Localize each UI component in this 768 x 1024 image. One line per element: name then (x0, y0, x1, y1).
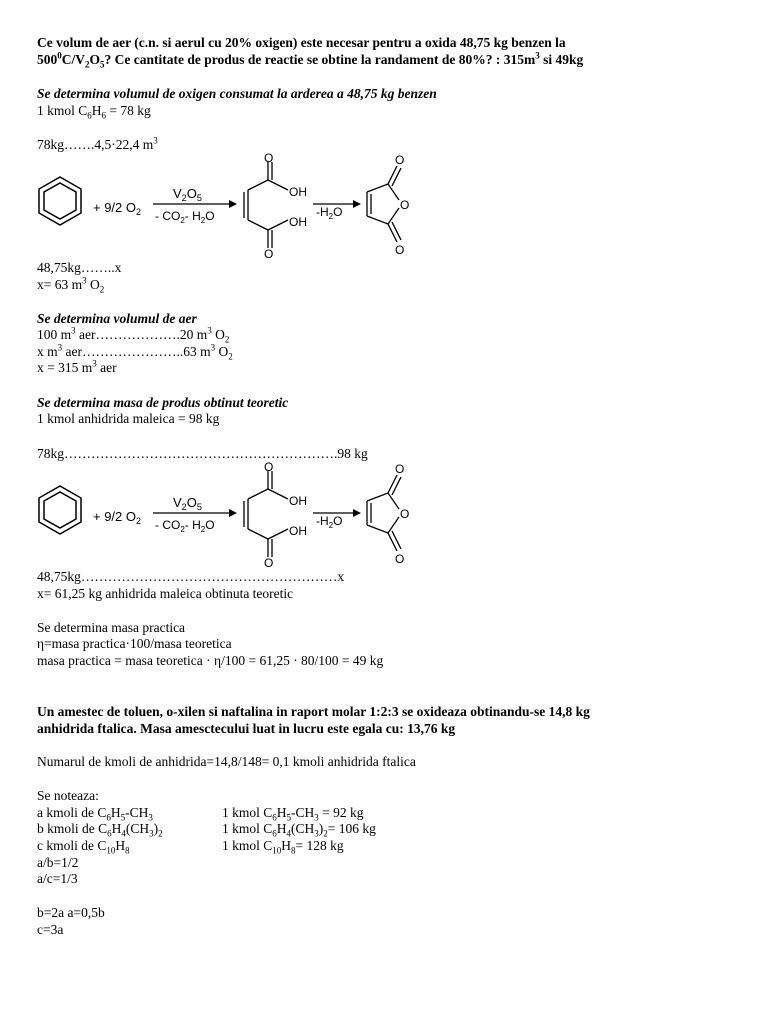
theoretical-mass-result: x= 61,25 kg anhidrida maleica obtinuta teoretic (37, 586, 294, 601)
notation-xylene: b kmoli de $C_6H_4(CH_3)_2$ (37, 821, 163, 839)
proportion-line-2: 48,75kg……..x (37, 260, 122, 275)
dehydration-label: $-H_2O$ (316, 205, 343, 221)
maleic-acid-structure (244, 162, 288, 248)
notation-naphthalene: c kmoli de $C_{10}H_8$ (37, 838, 130, 856)
catalyst-label: $V_2O_5$ (173, 495, 202, 512)
maleic-anhydride-structure (367, 166, 401, 242)
heading-theoretical-mass: Se determina masa de produs obtinut teoretic (37, 395, 289, 410)
ring-oxygen-label: O (400, 507, 410, 521)
oxygen-label: O (264, 247, 274, 261)
dehydration-label: $-H_2O$ (316, 514, 343, 530)
catalyst-label: $V_2O_5$ (173, 186, 202, 203)
benzene-ring-icon (39, 177, 81, 225)
maleic-anhydride-molar-mass: 1 kmol anhidrida maleica = 98 kg (37, 411, 220, 426)
practical-mass-heading: Se determina masa practica (37, 620, 186, 635)
hydroxyl-label: OH (289, 494, 307, 508)
oxygen-label: O (395, 243, 405, 257)
byproduct-label: - $CO_2-$ $H_2O$ (155, 518, 215, 534)
heading-oxygen-volume: Se determina volumul de oxigen consumat la arderea a 48,75 kg benzen (37, 86, 437, 101)
byproduct-label: - $CO_2-$ $H_2O$ (155, 209, 215, 225)
problem1-question-line1: Ce volum de aer (c.n. si aerul cu 20% oxigen) este necesar pentru a oxida 48,75 kg benzen la (37, 35, 566, 50)
oxygen-label: O (395, 462, 405, 476)
proportion-line-1: 78kg…….4,5·22,4 $m^3$ (37, 135, 158, 152)
maleic-anhydride-structure (367, 475, 401, 551)
reagent-oxygen: + 9/2 $O_2$ (93, 200, 142, 217)
hydroxyl-label: OH (289, 524, 307, 538)
oxygen-label: O (264, 460, 274, 474)
heading-air-volume: Se determina volumul de aer (37, 311, 197, 326)
oxygen-label: O (395, 153, 405, 167)
maleic-acid-structure (244, 471, 288, 557)
problem2-question-line2: anhidrida ftalica. Masa amesctecului luat in lucru este egala cu: 13,76 kg (37, 721, 456, 736)
ratio-a-c: a/c=1/3 (37, 871, 78, 886)
air-proportion-2: x $m^3$ aer…………………..63 $m^3$ $O_2$ (37, 342, 233, 362)
ratio-a-b: a/b=1/2 (37, 855, 79, 870)
hydroxyl-label: OH (289, 215, 307, 229)
oxygen-volume-result: x= 63 $m^3$ $O_2$ (37, 275, 105, 295)
kmol-anhydride-line: Numarul de kmoli de anhidrida=14,8/148= 0,1 kmoli anhidrida ftalica (37, 754, 416, 769)
naphthalene-molar-mass: 1 kmol $C_{10}H_8= 128$ kg (222, 838, 344, 856)
relation-b: b=2a a=0,5b (37, 905, 105, 920)
oxygen-label: O (395, 552, 405, 566)
relation-c: c=3a (37, 922, 64, 937)
benzene-ring-icon (39, 486, 81, 534)
ring-oxygen-label: O (400, 198, 410, 212)
yield-formula: η=masa practica·100/masa teoretica (37, 636, 232, 651)
xylene-molar-mass: 1 kmol $C_6H_4(CH_3)_2= 106$ kg (222, 821, 376, 839)
air-proportion-1: 100 $m^3$ aer……………….20 $m^3$ $O_2$ (37, 325, 230, 345)
mass-proportion-2: 48,75kg…………………………………………………x (37, 569, 345, 584)
mass-proportion-1: 78kg…………………………………………………….98 kg (37, 446, 368, 461)
oxygen-label: O (264, 151, 274, 165)
reaction-scheme-1 (33, 150, 433, 262)
practical-mass-result: masa practica = masa teoretica · η/100 = 61,25 · 80/100 = 49 kg (37, 653, 384, 668)
notation-toluene: a kmoli de $C_6H_5-CH_3$ (37, 805, 153, 823)
notation-heading: Se noteaza: (37, 788, 99, 803)
benzene-molar-mass: 1 kmol $C_6H_6 = 78$ kg (37, 103, 151, 121)
reaction-scheme-2 (33, 459, 433, 571)
toluene-molar-mass: 1 kmol $C_6H_5-CH_3 = 92$ kg (222, 805, 364, 823)
problem2-question-line1: Un amestec de toluen, o-xilen si naftalina in raport molar 1:2:3 se oxideaza obtinandu-se 14,8 kg (37, 704, 590, 719)
problem1-question-line2: $500^0C/V_2O_5$? Ce cantitate de produs de reactie se obtine la randament de 80%? : $315m^3$ si 49kg (37, 50, 584, 70)
air-volume-result: x = 315 $m^3$ aer (37, 358, 117, 375)
hydroxyl-label: OH (289, 185, 307, 199)
reagent-oxygen: + 9/2 $O_2$ (93, 509, 142, 526)
oxygen-label: O (264, 556, 274, 570)
